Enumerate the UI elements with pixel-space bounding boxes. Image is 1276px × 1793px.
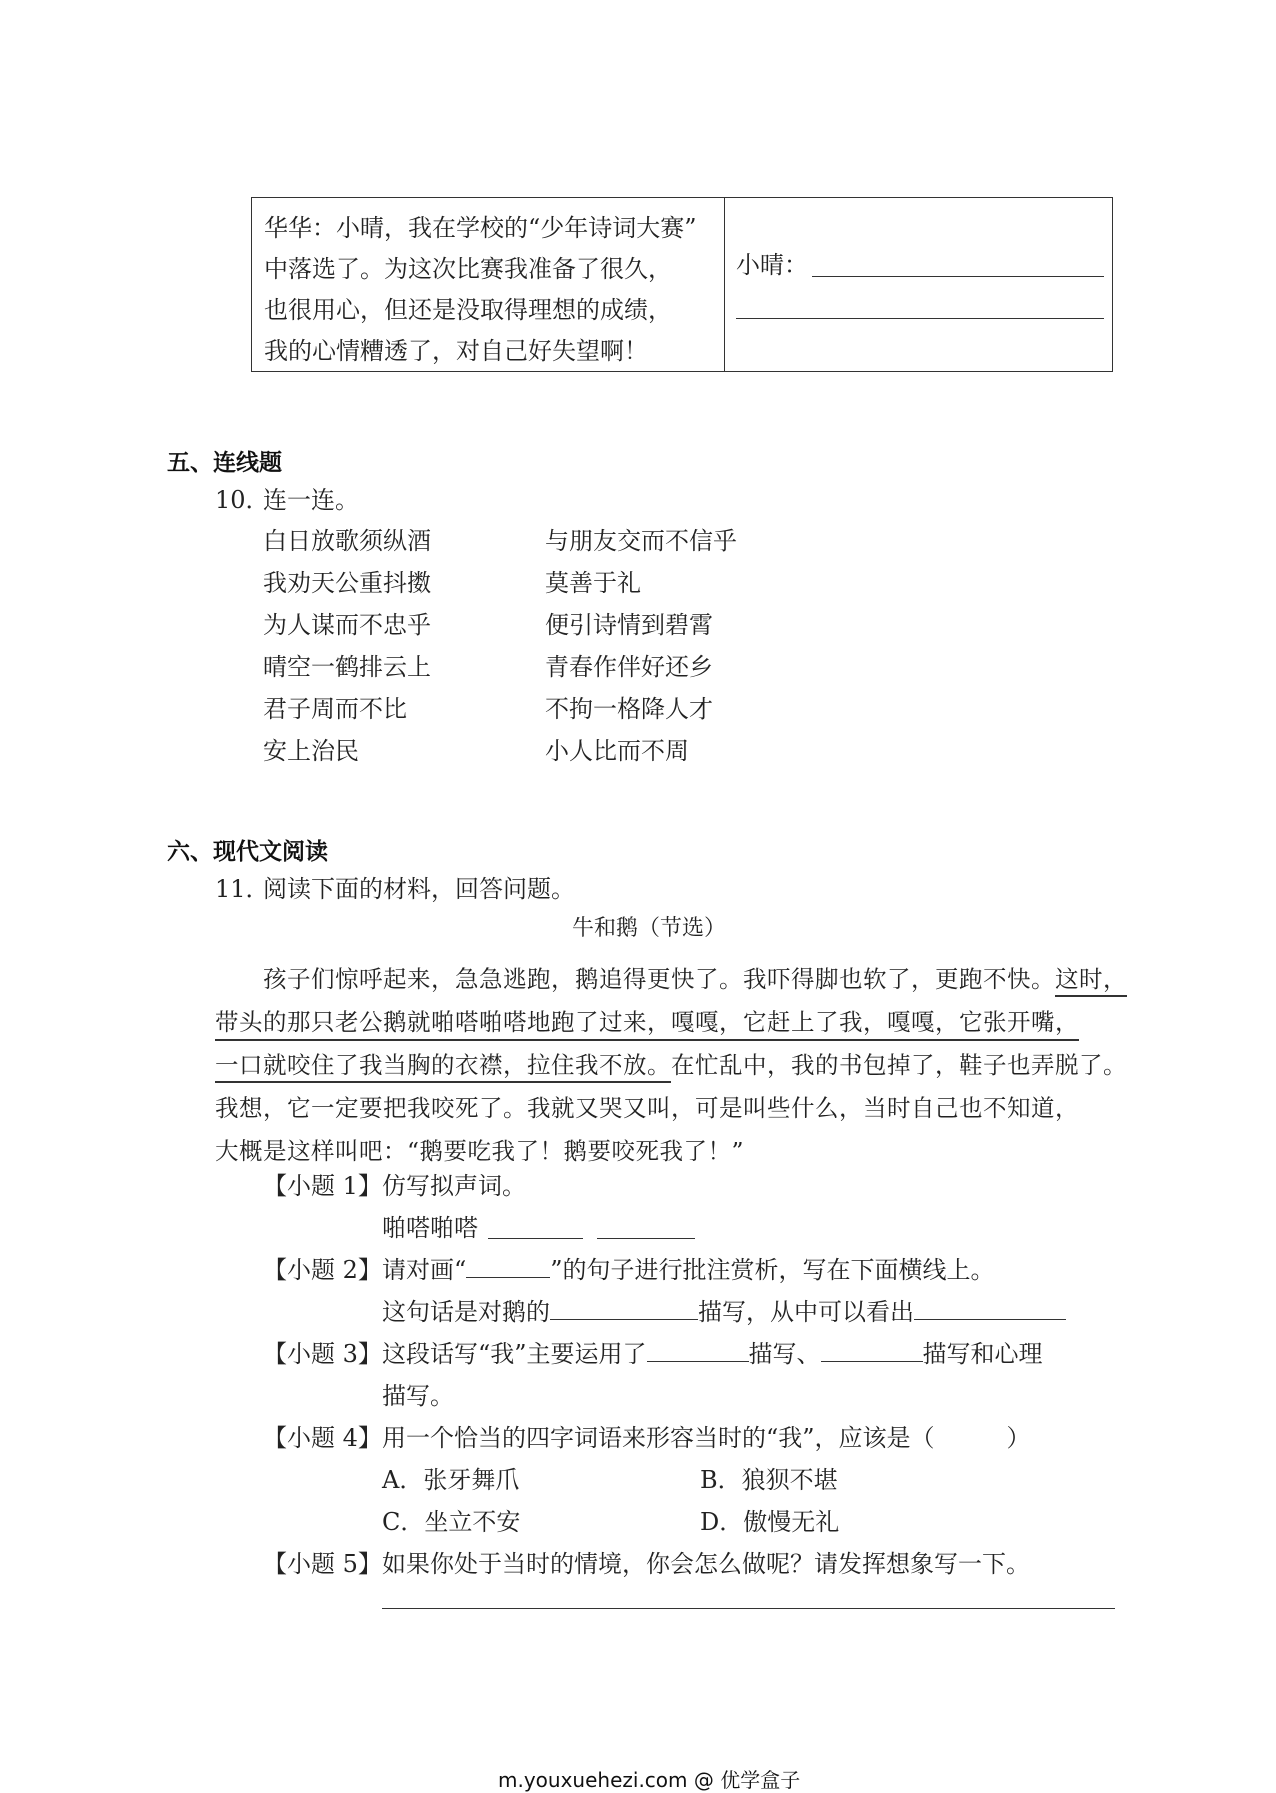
dialog-left-cell [264, 208, 697, 372]
text-part: 描写，从中可以看出 [698, 1298, 914, 1326]
text-part: 请对画“ [382, 1256, 467, 1284]
passage-title: 牛和鹅（节选） [572, 916, 727, 941]
text-part: 这句话是对鹅的 [382, 1298, 550, 1326]
dialog-line: 我的心情糟透了，对自己好失望啊！ [264, 337, 648, 365]
passage-line: 我想，它一定要把我咬死了。我就又哭又叫，可是叫些什么，当时自己也不知道， [215, 1094, 1079, 1122]
passage-line: 大概是这样叫吧：“鹅要吃我了！鹅要咬死我了！” [215, 1137, 745, 1165]
passage-line [215, 1046, 1127, 1080]
sub-question-label: 【小题 1】 [263, 1172, 382, 1200]
text-part: 描写和心理 [922, 1340, 1043, 1368]
sub-question-text [382, 1300, 1066, 1324]
match-left-item[interactable]: 我劝天公重抖擞 [263, 569, 431, 597]
table-divider [724, 198, 725, 371]
answer-line[interactable] [736, 318, 1104, 319]
inline-blank [466, 1276, 550, 1278]
dialog-line: 也很用心，但还是没取得理想的成绩， [264, 296, 672, 324]
sub-question-text: 描写。 [382, 1382, 454, 1410]
answer-line[interactable] [812, 276, 1104, 277]
passage-line [263, 960, 1127, 994]
match-left-item[interactable]: 晴空一鹤排云上 [263, 653, 431, 681]
sub-question-label: 【小题 2】 [263, 1256, 382, 1284]
match-right-item[interactable]: 青春作伴好还乡 [545, 653, 713, 681]
underlined-text: 一口就咬住了我当胸的衣襟，拉住我不放。 [215, 1051, 671, 1083]
question-number: 11． [215, 875, 270, 903]
question-text: 连一连。 [263, 486, 359, 514]
answer-blank[interactable] [914, 1318, 1066, 1320]
underlined-text: 带头的那只老公鹅就啪嗒啪嗒地跑了过来，嘎嘎，它赶上了我，嘎嘎，它张开嘴， [215, 1003, 1079, 1041]
match-right-item[interactable]: 莫善于礼 [545, 569, 641, 597]
sub-question-text: 如果你处于当时的情境，你会怎么做呢？请发挥想象写一下。 [382, 1550, 1030, 1578]
option-a[interactable]: A．张牙舞爪 [382, 1466, 520, 1494]
question-text: 阅读下面的材料，回答问题。 [263, 875, 575, 903]
match-left-item[interactable]: 安上治民 [263, 737, 359, 765]
answer-blank[interactable] [488, 1238, 583, 1239]
answer-blank[interactable] [821, 1360, 923, 1362]
passage-text: 孩子们惊呼起来，急急逃跑，鹅追得更快了。我吓得脚也软了，更跑不快。 [263, 965, 1055, 993]
answer-line[interactable] [382, 1608, 1115, 1609]
dialog-line: 华华：小晴，我在学校的“少年诗词大赛” [264, 214, 697, 242]
match-left-item[interactable]: 为人谋而不忠乎 [263, 611, 431, 639]
match-right-item[interactable]: 不拘一格降人才 [545, 695, 713, 723]
dialog-right-label: 小晴： [736, 251, 808, 279]
option-d[interactable]: D．傲慢无礼 [700, 1508, 840, 1536]
sub-question-text [382, 1258, 995, 1282]
sub-question-label: 【小题 3】 [263, 1340, 382, 1368]
text-part: 这段话写“我”主要运用了 [382, 1340, 647, 1368]
dialog-line: 中落选了。为这次比赛我准备了很久， [264, 255, 672, 283]
text-part: ”的句子进行批注赏析，写在下面横线上。 [550, 1256, 995, 1284]
option-c[interactable]: C．坐立不安 [382, 1508, 521, 1536]
passage-text: 在忙乱中，我的书包掉了，鞋子也弄脱了。 [671, 1051, 1127, 1079]
sub-question-label: 【小题 5】 [263, 1550, 382, 1578]
answer-blank[interactable] [597, 1238, 695, 1239]
sub-question-text [382, 1342, 1043, 1366]
text-part: 描写、 [748, 1340, 821, 1368]
match-left-item[interactable]: 君子周而不比 [263, 695, 407, 723]
footer-watermark: m.youxuehezi.com @ 优学盒子 [498, 1768, 801, 1792]
match-left-item[interactable]: 白日放歌须纵酒 [263, 527, 431, 555]
question-number: 10． [215, 486, 270, 514]
match-right-item[interactable]: 便引诗情到碧霄 [545, 611, 713, 639]
sub-question-text: 仿写拟声词。 [382, 1172, 526, 1200]
sub-question-text: 啪嗒啪嗒 [382, 1214, 478, 1242]
match-right-item[interactable]: 小人比而不周 [545, 737, 689, 765]
sub-question-label: 【小题 4】 [263, 1424, 382, 1452]
match-right-item[interactable]: 与朋友交而不信乎 [545, 527, 737, 555]
answer-blank[interactable] [647, 1360, 749, 1362]
sub-question-text: 用一个恰当的四字词语来形容当时的“我”，应该是（ ） [382, 1424, 1031, 1452]
underlined-text: 这时， [1055, 965, 1127, 997]
answer-blank[interactable] [550, 1318, 698, 1320]
section-title: 五、连线题 [167, 450, 282, 476]
section-title: 六、现代文阅读 [167, 839, 328, 865]
dialog-table [251, 197, 1113, 372]
option-b[interactable]: B．狼狈不堪 [700, 1466, 838, 1494]
